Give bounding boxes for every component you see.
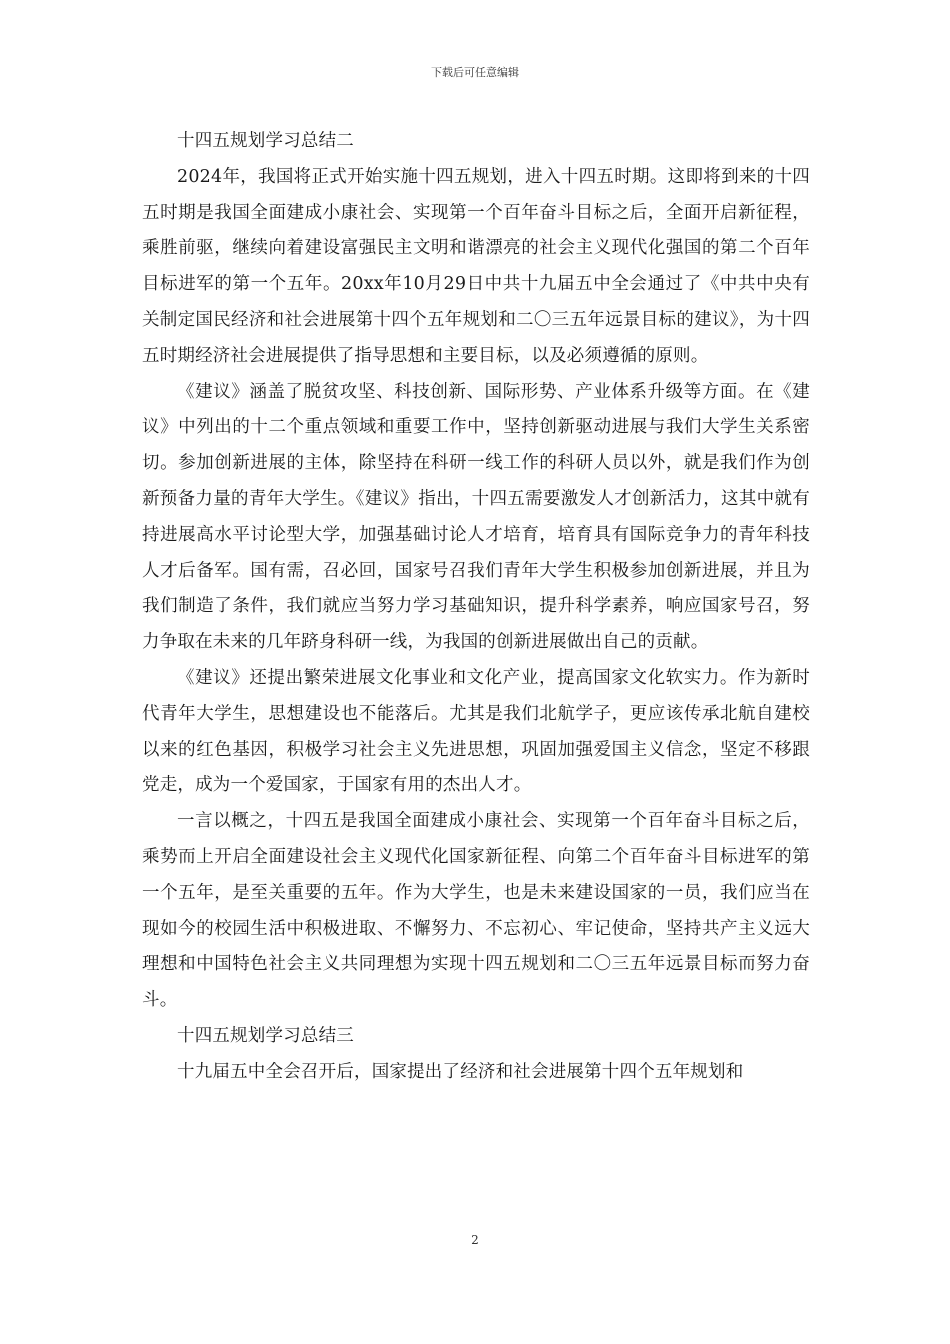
page-header-note: 下载后可任意编辑 bbox=[431, 66, 519, 79]
paragraph: 2024年，我国将正式开始实施十四五规划，进入十四五时期。这即将到来的十四五时期是我国全面建成小康社会、实现第一个百年奋斗目标之后，全面开启新征程，乘胜前驱，继续向着建设富强民主文明和谐漂亮的社会主义现代化强国的第二个百年目标进军的第一个五年。20xx年10月29日中共十九届五中全会通过了《中共中央有关制定国民经济和社会进展第十四个五年规划和二〇三五年远景目标的建议》，为十四五时期经济社会进展提供了指导思想和主要目标，以及必须遵循的原则。 bbox=[142, 166, 810, 366]
document-body bbox=[142, 124, 810, 1091]
paragraph: 一言以概之，十四五是我国全面建成小康社会、实现第一个百年奋斗目标之后，乘势而上开启全面建设社会主义现代化国家新征程、向第二个百年奋斗目标进军的第一个五年，是至关重要的五年。作为大学生，也是未来建设国家的一员，我们应当在现如今的校园生活中积极进取、不懈努力、不忘初心、牢记使命，坚持共产主义远大理想和中国特色社会主义共同理想为实现十四五规划和二〇三五年远景目标而努力奋斗。 bbox=[142, 811, 810, 1011]
paragraph: 《建议》还提出繁荣进展文化事业和文化产业，提高国家文化软实力。作为新时代青年大学生，思想建设也不能落后。尤其是我们北航学子，更应该传承北航自建校以来的红色基因，积极学习社会主义先进思想，巩固加强爱国主义信念，坚定不移跟党走，成为一个爱国家，于国家有用的杰出人才。 bbox=[142, 667, 810, 796]
page-number: 2 bbox=[471, 1233, 479, 1247]
paragraph: 《建议》涵盖了脱贫攻坚、科技创新、国际形势、产业体系升级等方面。在《建议》中列出的十二个重点领域和重要工作中，坚持创新驱动进展与我们大学生关系密切。参加创新进展的主体，除坚持在科研一线工作的科研人员以外，就是我们作为创新预备力量的青年大学生。《建议》指出，十四五需要激发人才创新活力，这其中就有持进展高水平讨论型大学，加强基础讨论人才培育，培育具有国际竞争力的青年科技人才后备军。国有需，召必回，国家号召我们青年大学生积极参加创新进展，并且为我们制造了条件，我们就应当努力学习基础知识，提升科学素养，响应国家号召，努力争取在未来的几年跻身科研一线，为我国的创新进展做出自己的贡献。 bbox=[142, 381, 810, 653]
section-heading-2: 十四五规划学习总结二 bbox=[177, 131, 354, 151]
section-heading-3: 十四五规划学习总结三 bbox=[177, 1025, 354, 1046]
paragraph: 十九届五中全会召开后，国家提出了经济和社会进展第十四个五年规划和 bbox=[177, 1061, 744, 1082]
